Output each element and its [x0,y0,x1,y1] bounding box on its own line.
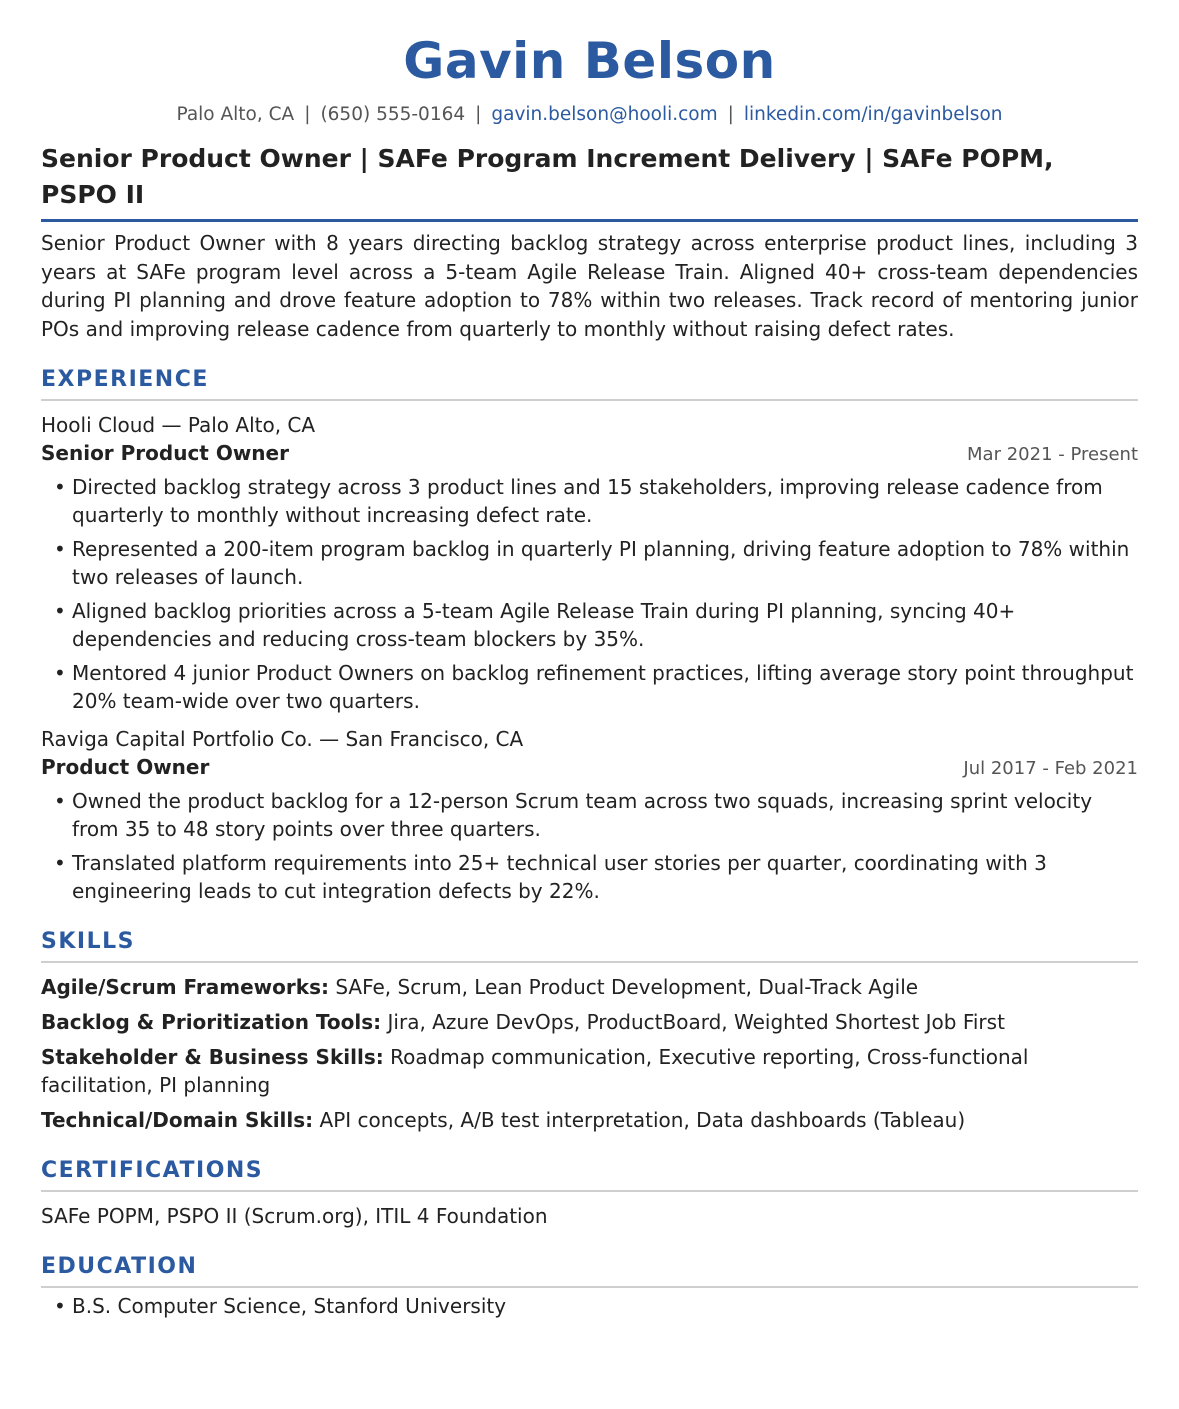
job-company: Hooli Cloud — Palo Alto, CA [41,413,316,437]
skill-line [41,1043,1138,1099]
contact-separator: | [727,104,734,125]
contact-line [41,103,1138,127]
job-bullet-text: Mentored 4 junior Product Owners on backlog refinement practices, lifting average story point throughput 20% team-wide over two quarters. [72,661,1134,713]
bullet-marker: • [54,599,66,623]
job-bullet [41,535,1138,591]
job-dates: Jul 2017 - Feb 2021 [963,758,1138,779]
bullet-marker: • [54,1294,66,1318]
job-bullet-text: Directed backlog strategy across 3 product lines and 15 stakeholders, improving release cadence from quarterly to monthly without increasing defect rate. [72,475,1103,527]
skill-value: Roadmap communication, Executive reporting, Cross-functional facilitation, PI planning [41,1045,1029,1097]
education-item [41,1292,1138,1320]
contact-email-link[interactable]: gavin.belson@hooli.com [491,104,718,125]
contact-separator: | [304,104,311,125]
bullet-marker: • [54,537,66,561]
education-list [41,1292,1138,1320]
certifications-text: SAFe POPM, PSPO II (Scrum.org), ITIL 4 Foundation [41,1204,548,1228]
job-bullet-text: Translated platform requirements into 25+ technical user stories per quarter, coordinating with 3 engineering leads to cut integration defects by 22%. [72,851,1047,903]
professional-headline: Senior Product Owner | SAFe Program Increment Delivery | SAFe POPM, PSPO II [41,141,1138,222]
job-entry [41,411,1138,715]
skill-value: API concepts, A/B test interpretation, Data dashboards (Tableau) [319,1108,966,1132]
skill-value: SAFe, Scrum, Lean Product Development, Dual-Track Agile [335,975,919,999]
skill-line [41,1106,1138,1134]
skill-label: Stakeholder & Business Skills: [41,1045,384,1069]
education-item-text: B.S. Computer Science, Stanford University [72,1294,507,1318]
skill-value: Jira, Azure DevOps, ProductBoard, Weighted Shortest Job First [387,1010,1005,1034]
job-entry [41,725,1138,905]
job-bullet-text: Aligned backlog priorities across a 5-team Agile Release Train during PI planning, syncing 40+ dependencies and reducing cross-team blockers by 35%. [72,599,1016,651]
skill-label: Technical/Domain Skills: [41,1108,314,1132]
job-bullet-text: Owned the product backlog for a 12-person Scrum team across two squads, increasing sprint velocity from 35 to 48 story points over three quarters. [72,789,1093,841]
skill-line [41,973,1138,1001]
contact-location: Palo Alto, CA [176,104,295,125]
skill-label: Agile/Scrum Frameworks: [41,975,329,999]
skills-list [41,963,1138,1134]
contact-linkedin-link[interactable]: linkedin.com/in/gavinbelson [743,104,1003,125]
contact-separator: | [475,104,482,125]
job-bullet-text: Represented a 200-item program backlog in quarterly PI planning, driving feature adoption to 78% within two releases of launch. [72,537,1130,589]
job-bullet-list [41,473,1138,715]
job-role-row [41,439,1138,469]
job-bullet [41,473,1138,529]
bullet-marker: • [54,789,66,813]
skill-line [41,1008,1138,1036]
experience-section-title: EXPERIENCE [41,365,1138,401]
bullet-marker: • [54,475,66,499]
job-bullet [41,659,1138,715]
skill-label: Backlog & Prioritization Tools: [41,1010,382,1034]
skills-section-title: SKILLS [41,927,1138,963]
job-bullet [41,787,1138,843]
job-bullet [41,849,1138,905]
job-bullet [41,597,1138,653]
contact-phone: (650) 555-0164 [320,104,466,125]
bullet-marker: • [54,661,66,685]
bullet-marker: • [54,851,66,875]
candidate-name: Gavin Belson [403,32,776,90]
education-section-title: EDUCATION [41,1252,1138,1288]
job-company: Raviga Capital Portfolio Co. — San Francisco, CA [41,727,524,751]
job-dates: Mar 2021 - Present [967,444,1138,465]
job-role: Product Owner [41,755,210,779]
job-role: Senior Product Owner [41,441,289,465]
job-bullet-list [41,787,1138,905]
job-role-row [41,753,1138,783]
certifications-section-title: CERTIFICATIONS [41,1156,1138,1192]
professional-summary: Senior Product Owner with 8 years directing backlog strategy across enterprise product lines, including 3 years at SAFe program level across a 5-team Agile Release Train. Aligned 40+ cross-team dependencies during PI planning and drove feature adoption to 78% within two releases. Track record of mentoring junior POs and improving release cadence from quarterly to monthly without raising defect rates. [41,231,1138,341]
